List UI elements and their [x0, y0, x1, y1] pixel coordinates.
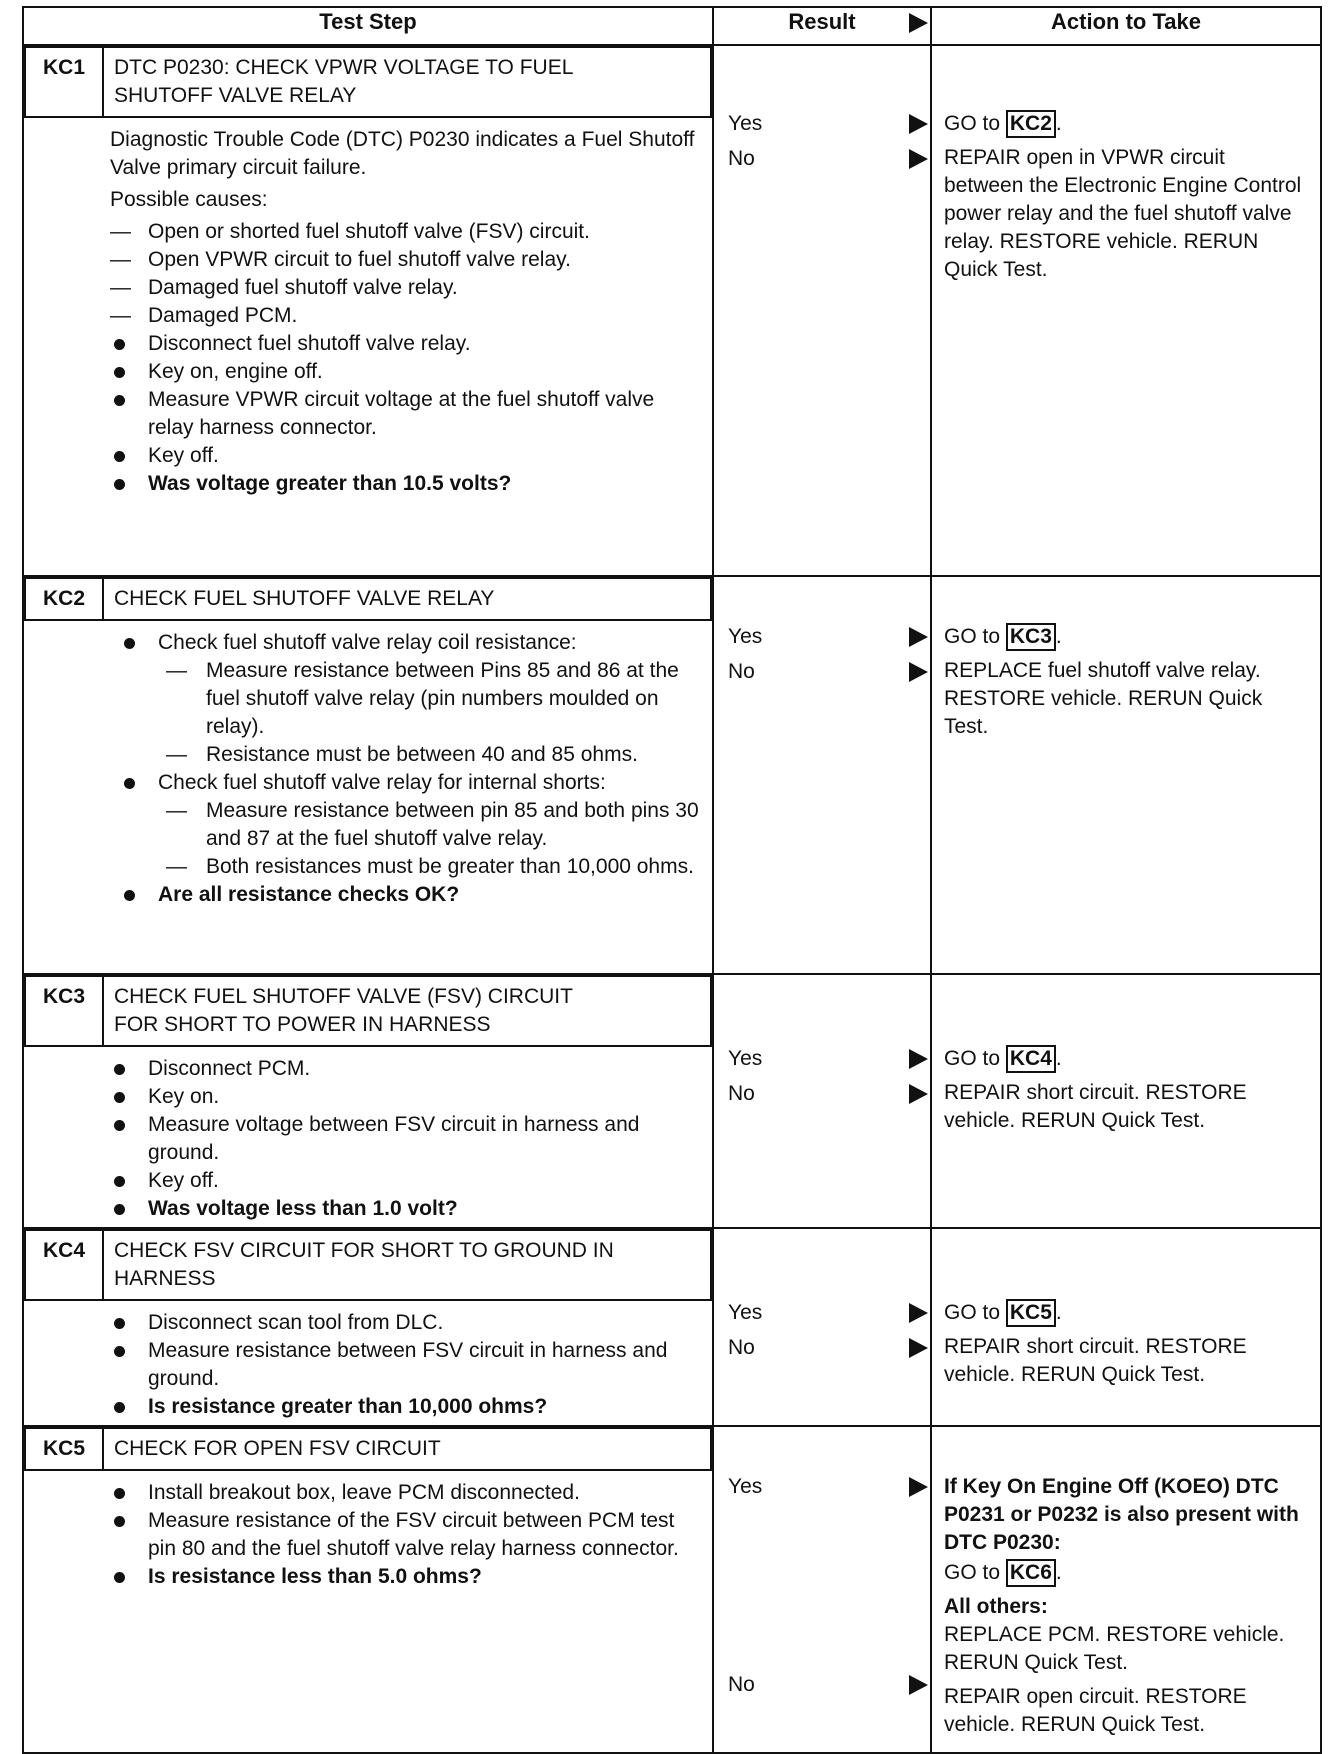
- step-id: KC1: [25, 47, 103, 117]
- result-cell: [713, 1228, 931, 1426]
- goto-text: GO to: [944, 625, 1001, 648]
- result-cell: [713, 974, 931, 1228]
- step-question: Are all resistance checks OK?: [120, 881, 702, 909]
- step-id: KC3: [25, 976, 103, 1046]
- check-list: [110, 1055, 702, 1223]
- action-no: REPLACE fuel shutoff valve relay. RESTORE vehicle. RERUN Quick Test.: [944, 659, 1263, 738]
- step-link-kc6[interactable]: KC6: [1006, 1559, 1056, 1587]
- list-item: — Measure resistance between Pins 85 and 86 at the fuel shutoff valve relay (pin numbers moulded on relay).: [158, 657, 702, 741]
- action-cell: [931, 45, 1321, 576]
- step-title: CHECK FOR OPEN FSV CIRCUIT: [103, 1428, 711, 1470]
- result-yes: [714, 623, 930, 651]
- list-item: Disconnect scan tool from DLC.: [110, 1309, 702, 1337]
- list-item: Key on.: [110, 1083, 702, 1111]
- test-step-cell: [23, 1426, 713, 1753]
- step-body: [24, 621, 712, 913]
- result-yes-label: Yes: [728, 1047, 763, 1070]
- arrow-right-icon: [909, 1303, 928, 1323]
- list-item: Disconnect PCM.: [110, 1055, 702, 1083]
- step-title: [103, 1230, 711, 1300]
- result-cell: [713, 1426, 931, 1753]
- action-body: [932, 577, 1320, 751]
- step-title-line: CHECK FUEL SHUTOFF VALVE (FSV) CIRCUIT: [114, 985, 573, 1008]
- step-body: [24, 1301, 712, 1425]
- list-item: [120, 769, 702, 881]
- action-no: REPAIR short circuit. RESTORE vehicle. RERUN Quick Test.: [944, 1335, 1247, 1386]
- step-title-line: HARNESS: [114, 1267, 216, 1290]
- test-step-cell: [23, 45, 713, 576]
- step-question: Was voltage greater than 10.5 volts?: [110, 470, 702, 498]
- step-question: Was voltage less than 1.0 volt?: [110, 1195, 702, 1223]
- action-others: REPLACE PCM. RESTORE vehicle. RERUN Quick Test.: [944, 1623, 1285, 1674]
- step-link-kc5[interactable]: KC5: [1006, 1299, 1056, 1327]
- result-yes: [714, 110, 930, 138]
- step-row-kc5: [23, 1426, 1321, 1753]
- goto-text: GO to: [944, 1301, 1001, 1324]
- list-item: [120, 629, 702, 769]
- diagnostic-table: [22, 6, 1322, 1754]
- step-link-kc4[interactable]: KC4: [1006, 1045, 1056, 1073]
- step-title-bar: [24, 46, 712, 118]
- action-no: REPAIR short circuit. RESTORE vehicle. RERUN Quick Test.: [944, 1081, 1247, 1132]
- step-question: Is resistance greater than 10,000 ohms?: [110, 1393, 702, 1421]
- arrow-right-icon: [909, 114, 928, 134]
- list-item: Measure voltage between FSV circuit in harness and ground.: [110, 1111, 702, 1167]
- result-no-label: No: [728, 1082, 755, 1105]
- step-question: Is resistance less than 5.0 ohms?: [110, 1563, 702, 1591]
- arrow-right-icon: [909, 1477, 928, 1497]
- arrow-right-icon: [909, 149, 928, 169]
- result-yes: [714, 1473, 930, 1501]
- list-item: Measure resistance between FSV circuit in harness and ground.: [110, 1337, 702, 1393]
- step-body: [24, 1471, 712, 1595]
- step-title: [103, 976, 711, 1046]
- list-item: — Measure resistance between pin 85 and both pins 30 and 87 at the fuel shutoff valve relay.: [158, 797, 702, 853]
- result-yes-label: Yes: [728, 1301, 763, 1324]
- list-item: Key off.: [110, 1167, 702, 1195]
- list-item: — Damaged fuel shutoff valve relay.: [110, 274, 702, 302]
- list-item: Key off.: [110, 442, 702, 470]
- step-title-line: DTC P0230: CHECK VPWR VOLTAGE TO FUEL: [114, 56, 574, 79]
- arrow-right-icon: [909, 662, 928, 682]
- list-item: Install breakout box, leave PCM disconnected.: [110, 1479, 702, 1507]
- action-yes: GO to KC2 .: [944, 110, 1308, 138]
- step-row-kc1: [23, 45, 1321, 576]
- action-body: [932, 1427, 1320, 1749]
- result-no-label: No: [728, 1336, 755, 1359]
- list-item: Measure VPWR circuit voltage at the fuel shutoff valve relay harness connector.: [110, 386, 702, 442]
- header-result-label: Result: [788, 9, 856, 34]
- list-item-text: Check fuel shutoff valve relay for internal shorts:: [158, 771, 606, 794]
- result-no: [714, 145, 930, 173]
- list-item: — Resistance must be between 40 and 85 ohms.: [158, 741, 702, 769]
- result-yes: [714, 1299, 930, 1327]
- step-id: KC4: [25, 1230, 103, 1300]
- goto-text: GO to: [944, 112, 1001, 135]
- step-row-kc3: [23, 974, 1321, 1228]
- step-title: CHECK FUEL SHUTOFF VALVE RELAY: [103, 578, 711, 620]
- action-yes: GO to KC5 .: [944, 1299, 1308, 1327]
- action-cell: [931, 1426, 1321, 1753]
- step-title-line: SHUTOFF VALVE RELAY: [114, 84, 357, 107]
- action-body: [932, 975, 1320, 1145]
- test-step-cell: [23, 974, 713, 1228]
- action-others-label: All others:: [944, 1595, 1048, 1618]
- action-no: REPAIR open circuit. RESTORE vehicle. RERUN Quick Test.: [944, 1685, 1247, 1736]
- sub-list: [158, 657, 702, 769]
- header-test-step: Test Step: [23, 7, 713, 45]
- test-step-cell: [23, 576, 713, 974]
- step-link-kc2[interactable]: KC2: [1006, 110, 1056, 138]
- result-cell: [713, 45, 931, 576]
- arrow-right-icon: [909, 1675, 928, 1695]
- arrow-right-icon: [909, 1049, 928, 1069]
- diagnostic-table-container: [22, 6, 1320, 1754]
- list-item: — Open or shorted fuel shutoff valve (FSV) circuit.: [110, 218, 702, 246]
- step-intro: Possible causes:: [110, 188, 268, 211]
- step-title-line: FOR SHORT TO POWER IN HARNESS: [114, 1013, 491, 1036]
- step-body: [24, 1047, 712, 1227]
- step-row-kc2: [23, 576, 1321, 974]
- step-intro: Diagnostic Trouble Code (DTC) P0230 indicates a Fuel Shutoff Valve primary circuit failure.: [110, 128, 695, 179]
- action-body: [932, 1229, 1320, 1399]
- result-no: [714, 1671, 930, 1699]
- list-item: — Both resistances must be greater than 10,000 ohms.: [158, 853, 702, 881]
- header-result: [713, 7, 931, 45]
- action-yes: GO to KC6 .: [944, 1559, 1308, 1587]
- list-item: — Open VPWR circuit to fuel shutoff valve relay.: [110, 246, 702, 274]
- action-yes: GO to KC3 .: [944, 623, 1308, 651]
- result-no-label: No: [728, 1673, 755, 1696]
- action-yes: GO to KC4 .: [944, 1045, 1308, 1073]
- result-no-label: No: [728, 660, 755, 683]
- sub-list: [158, 797, 702, 881]
- action-yes-condition: If Key On Engine Off (KOEO) DTC P0231 or P0232 is also present with DTC P0230:: [944, 1475, 1299, 1554]
- step-id: KC2: [25, 578, 103, 620]
- arrow-right-icon: [909, 13, 928, 33]
- action-no: REPAIR open in VPWR circuit between the Electronic Engine Control power relay and the fuel shutoff valve relay. RESTORE vehicle. RERUN Quick Test.: [944, 146, 1302, 281]
- result-yes-label: Yes: [728, 625, 763, 648]
- arrow-right-icon: [909, 1084, 928, 1104]
- arrow-right-icon: [909, 1338, 928, 1358]
- goto-text: GO to: [944, 1047, 1001, 1070]
- result-no: [714, 1334, 930, 1362]
- result-yes: [714, 1045, 930, 1073]
- result-no: [714, 1080, 930, 1108]
- arrow-right-icon: [909, 627, 928, 647]
- result-no: [714, 658, 930, 686]
- action-body: [932, 46, 1320, 294]
- step-title: [103, 47, 711, 117]
- step-title-line: CHECK FSV CIRCUIT FOR SHORT TO GROUND IN: [114, 1239, 614, 1262]
- list-item: Measure resistance of the FSV circuit between PCM test pin 80 and the fuel shutoff valve relay harness connector.: [110, 1507, 702, 1563]
- action-cell: [931, 974, 1321, 1228]
- result-yes-label: Yes: [728, 112, 763, 135]
- step-id: KC5: [25, 1428, 103, 1470]
- result-cell: [713, 576, 931, 974]
- step-title-bar: [24, 975, 712, 1047]
- check-list: [120, 629, 702, 909]
- list-item: Key on, engine off.: [110, 358, 702, 386]
- test-step-cell: [23, 1228, 713, 1426]
- result-yes-label: Yes: [728, 1475, 763, 1498]
- header-action: Action to Take: [931, 7, 1321, 45]
- causes-list: [110, 218, 702, 498]
- step-link-kc3[interactable]: KC3: [1006, 623, 1056, 651]
- step-body: [24, 118, 712, 502]
- step-title-bar: [24, 577, 712, 621]
- table-header-row: [23, 7, 1321, 45]
- list-item: Disconnect fuel shutoff valve relay.: [110, 330, 702, 358]
- step-title-bar: [24, 1427, 712, 1471]
- step-title-bar: [24, 1229, 712, 1301]
- action-cell: [931, 576, 1321, 974]
- action-cell: [931, 1228, 1321, 1426]
- goto-text: GO to: [944, 1561, 1001, 1584]
- check-list: [110, 1309, 702, 1421]
- list-item: — Damaged PCM.: [110, 302, 702, 330]
- check-list: [110, 1479, 702, 1591]
- step-row-kc4: [23, 1228, 1321, 1426]
- list-item-text: Check fuel shutoff valve relay coil resistance:: [158, 631, 577, 654]
- result-no-label: No: [728, 147, 755, 170]
